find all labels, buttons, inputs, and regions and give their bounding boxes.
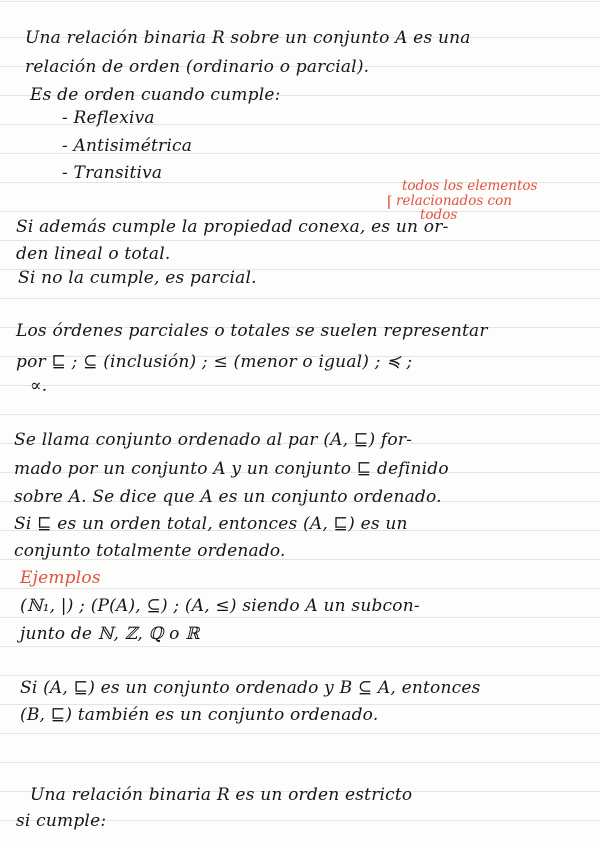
text-line-17: conjunto totalmente ordenado. — [14, 541, 286, 561]
section-heading-ejemplos: Ejemplos — [20, 568, 101, 588]
text-line-14: mado por un conjunto A y un conjunto ⊑ definido — [14, 459, 449, 479]
text-line-24: si cumple: — [16, 811, 107, 831]
text-line-12: ∝. — [30, 376, 48, 396]
text-line-1: Una relación binaria R sobre un conjunto A es una — [25, 28, 471, 48]
text-line-20: junto de ℕ, ℤ, ℚ o ℝ — [20, 624, 200, 644]
text-line-8: den lineal o total. — [16, 244, 171, 264]
text-line-21: Si (A, ⊑) es un conjunto ordenado y B ⊆ A, entonces — [20, 678, 481, 698]
text-line-10: Los órdenes parciales o totales se suelen representar — [16, 321, 488, 341]
text-line-22: (B, ⊑) también es un conjunto ordenado. — [20, 705, 379, 725]
annotation-bracket: ⌈ — [387, 193, 393, 211]
text-line-16: Si ⊑ es un orden total, entonces (A, ⊑) es un — [14, 514, 408, 534]
list-item-transitiva: - Transitiva — [62, 163, 163, 183]
annotation-line-1: todos los elementos — [402, 178, 538, 194]
text-line-11: por ⊑ ; ⊆ (inclusión) ; ≤ (menor o igual) ; ≼ ; — [16, 352, 413, 372]
text-line-3: Es de orden cuando cumple: — [30, 85, 281, 105]
list-item-antisimetrica: - Antisimétrica — [62, 136, 193, 156]
text-line-13: Se llama conjunto ordenado al par (A, ⊑) for- — [14, 430, 413, 450]
text-line-23: Una relación binaria R es un orden estricto — [30, 785, 413, 805]
annotation-line-3: todos — [420, 207, 458, 223]
text-line-19: (ℕ₁, |) ; (P(A), ⊆) ; (A, ≤) siendo A un subcon- — [20, 596, 420, 616]
text-line-15: sobre A. Se dice que A es un conjunto ordenado. — [14, 487, 442, 507]
annotation-line-2: relacionados con — [396, 193, 512, 209]
list-item-reflexiva: - Reflexiva — [62, 108, 155, 128]
text-line-7: Si además cumple la propiedad conexa, es un or- — [16, 217, 449, 237]
text-line-2: relación de orden (ordinario o parcial). — [25, 57, 370, 77]
text-line-9: Si no la cumple, es parcial. — [18, 268, 257, 288]
